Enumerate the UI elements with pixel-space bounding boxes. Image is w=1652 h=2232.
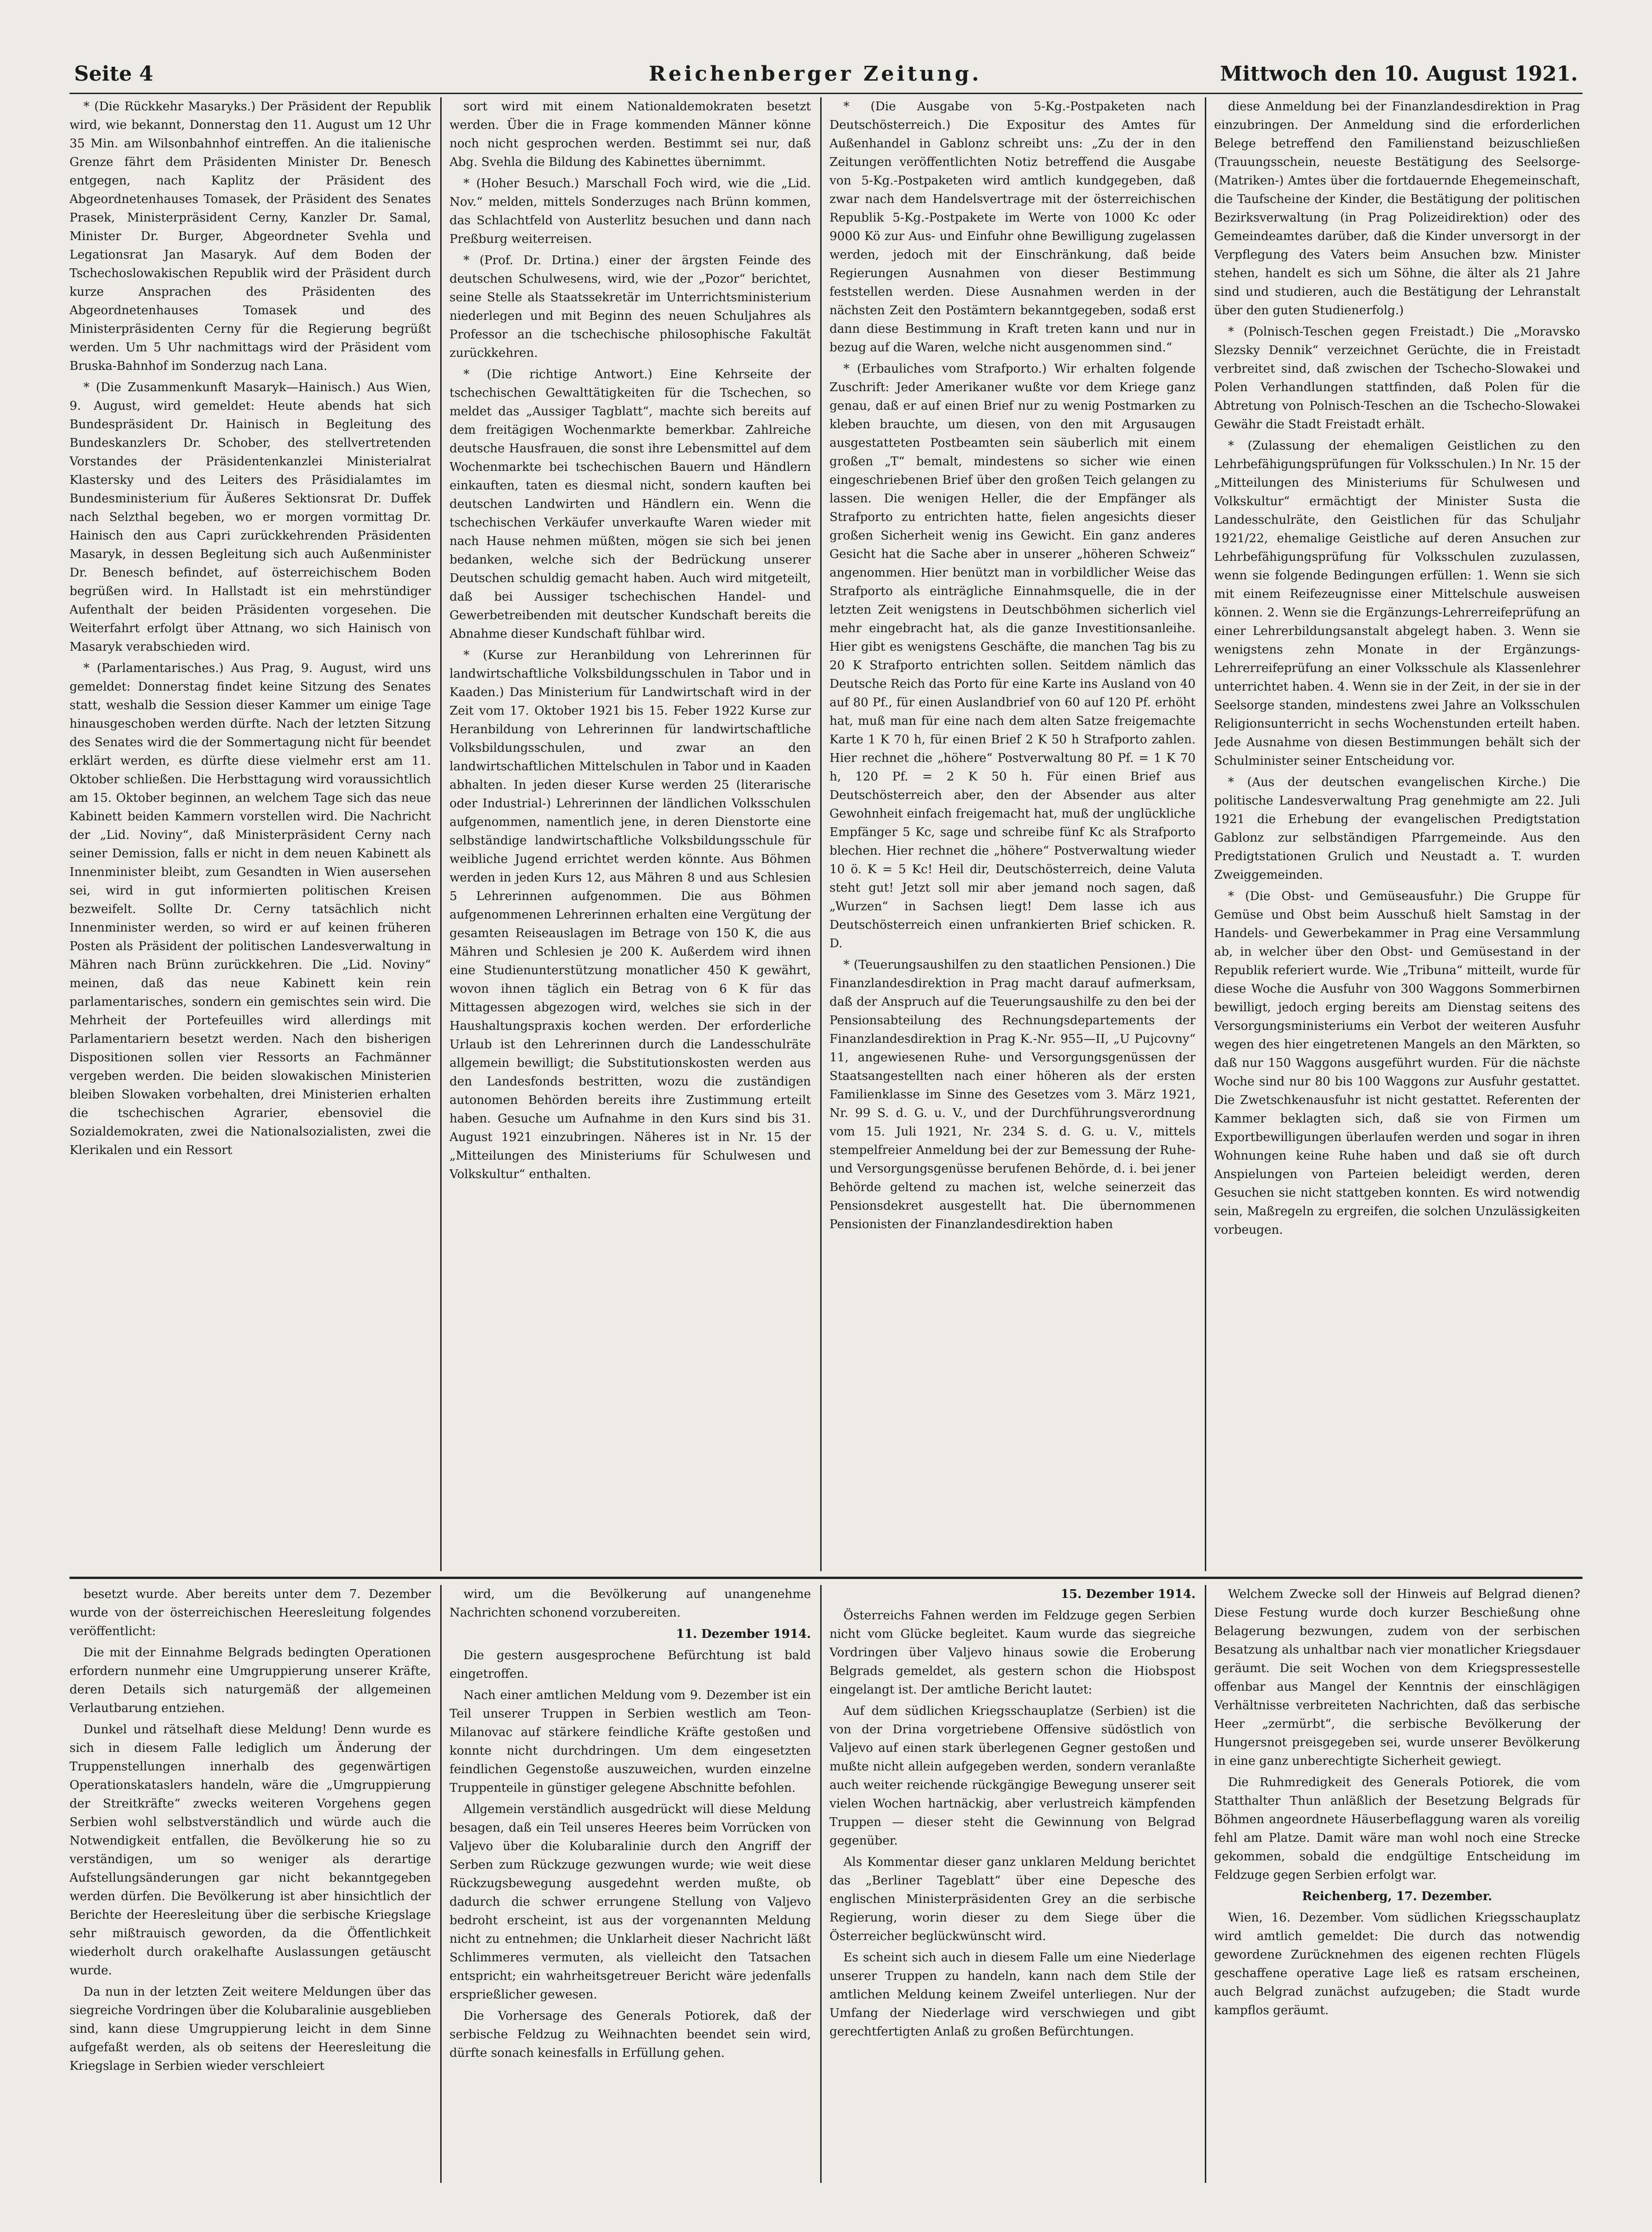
article: * (Teuerungsaushilfen zu den staatlichen Pensionen.) Die Finanzlandesdirektion in Prag macht darauf aufmerksam, daß der Anspruch auf die Teuerungsaushilfe zu den bei der Pensionsabteilung des Rechnungsdepartements der Finanzlandesdirektion in Prag K.-Nr. 955—II, „U Pujcovny“ 11, angewiesenen Ruhe- und Versorgungsgenüssen der Staatsangestellten nach einer höheren als der ersten Familienklasse im Sinne des Gesetzes vom 3. März 1921, Nr. 99 S. d. G. u. V., und der Durchführungsverordnung vom 15. Juli 1921, Nr. 234 S. d. G. u. V., mittels stempelfreier Anmeldung bei der zur Bemessung der Ruhe- und Versorgungsgenüsse berufenen Behörde, d. i. bei jener Behörde geltend zu machen ist, welche seinerzeit das Pensionsdekret ausgestellt hat. Die übernommenen Pensionisten der Finanzlandesdirektion haben xyxy=(829,958,1196,1231)
paragraph: Allgemein verständlich ausgedrückt will diese Meldung besagen, daß ein Teil unseres Heeres beim Vorrücken von Valjevo über die Kolubaralinie durch den Angriff der Serben zum Rückzuge gezwungen wurde; wie weit diese Rückzugsbewegung ausgedehnt werden mußte, ob dadurch die schwer errungene Stellung von Valjevo bedroht erscheint, ist aus der vorgenannten Meldung nicht zu entnehmen; die Unklarheit dieser Nachricht läßt Schlimmeres vermuten, als vielleicht den Tatsachen entspricht; ein wahrheitsgetreuer Bericht wäre jedenfalls ersprießlicher gewesen. xyxy=(449,1802,811,2002)
page-number: Seite 4 xyxy=(74,62,153,86)
bottom-column-1 xyxy=(70,1585,431,2183)
article: * (Die richtige Antwort.) Eine Kehrseite der tschechischen Gewalttätigkeiten für die Tschechen, so meldet das „Aussiger Tagblatt“, machte sich bereits auf dem freitägigen Wochenmarkte bemerkbar. Zahlreiche deutsche Hausfrauen, die sonst ihre Lebensmittel auf dem Wochenmarkte bei tschechischen Bauern und Händlern einkauften, taten es diesmal nicht, sondern kauften bei deutschen Landwirten und Händlern ein. Wenn die tschechischen Verkäufer unverkaufte Waren wieder mit nach Hause nehmen müßten, mögen sie sich bei jenen bedanken, welche sich der Bedrückung unserer Deutschen schuldig gemacht haben. Auch wird mitgeteilt, daß bei Aussiger tschechischen Handel- und Gewerbetreibenden mit deutscher Kundschaft bereits die Abnahme dieser Kundschaft fühlbar wird. xyxy=(449,368,811,641)
paragraph: Welchem Zwecke soll der Hinweis auf Belgrad dienen? Diese Festung wurde doch kurzer Beschießung ohne Belagerung bezwungen, zudem von der serbischen Besatzung als unhaltbar nach vier monatlicher Kriegsdauer geräumt. Die seit Wochen von dem Kriegspressestelle offenbar aus Mangel der Kenntnis der einschlägigen Verhältnisse verbreiteten Nachrichten, daß das serbische Heer „zermürbt“, die serbische Bevölkerung der Hungersnot preisgegeben sei, wurde unserer Bevölkerung in eine ganz unberechtigte Sicherheit gewiegt. xyxy=(1214,1587,1580,1768)
article: sort wird mit einem Nationaldemokraten besetzt werden. Über die in Frage kommenden Männer könne noch nicht gesprochen werden. Bestimmt sei nur, daß Abg. Svehla die Bildung des Kabinettes übernimmt. xyxy=(449,100,811,169)
newspaper-page xyxy=(70,60,1582,2192)
article: * (Hoher Besuch.) Marschall Foch wird, wie die „Lid. Nov.“ melden, mittels Sonderzuges nach Brünn kommen, das Schlachtfeld von Austerlitz besuchen und dann nach Preßburg weiterreisen. xyxy=(449,177,811,246)
paragraph: Die mit der Einnahme Belgrads bedingten Operationen erfordern nunmehr eine Umgruppierung unserer Kräfte, deren Details sich naturgemäß der allgemeinen Verlautbarung entziehen. xyxy=(70,1646,431,1715)
column-rule xyxy=(1205,1585,1206,2183)
article: diese Anmeldung bei der Finanzlandesdirektion in Prag einzubringen. Der Anmeldung sind die erforderlichen Belege betreffend den Familienstand beizuschließen (Trauungsschein, neueste Bestätigung des Seelsorge-(Matriken-) Amtes über die fortdauernde Ehegemeinschaft, die Taufscheine der Kinder, die Bestätigung der politischen Bezirksverwaltung (in Prag Polizeidirektion) oder des Gemeindeamtes darüber, daß die Kinder unversorgt in der Verpflegung des Vaters beim Ansuchen bzw. Minister stehen, handelt es sich um Söhne, die älter als 21 Jahre sind und studieren, auch die Bestätigung der Lehranstalt über den guten Studienerfolg.) xyxy=(1214,100,1580,317)
column-rule xyxy=(440,97,442,1571)
paragraph: besetzt wurde. Aber bereits unter dem 7. Dezember wurde von der österreichischen Heeresleitung folgendes veröffentlicht: xyxy=(70,1587,431,1638)
article: * (Die Rückkehr Masaryks.) Der Präsident der Republik wird, wie bekannt, Donnerstag den 11. August um 12 Uhr 35 Min. am Wilsonbahnhof eintreffen. An die italienische Grenze fährt dem Präsidenten Minister Dr. Benesch entgegen, nach Kaplitz der Präsident des Abgeordnetenhauses Tomasek, der Präsident des Senates Prasek, Ministerpräsident Cerny, Kanzler Dr. Samal, Minister Dr. Burger, Abgeordneter Svehla und Legationsrat Jan Masaryk. Auf dem Boden der Tschechoslowakischen Republik wird der Präsident durch kurze Ansprachen des Präsidenten des Abgeordnetenhauses Tomasek und des Ministerpräsidenten Cerny für die Regierung begrüßt werden. Um 5 Uhr nachmittags wird der Präsident vom Bruska-Bahnhof im Sonderzug nach Lana. xyxy=(70,100,431,373)
paragraph: Die Vorhersage des Generals Potiorek, daß der serbische Feldzug zu Weihnachten beendet sein wird, dürfte sonach keinesfalls in Erfüllung gehen. xyxy=(449,2009,811,2060)
top-column-4 xyxy=(1214,97,1580,1571)
article: * (Die Obst- und Gemüseausfuhr.) Die Gruppe für Gemüse und Obst beim Ausschuß hielt Samstag in der Handels- und Gewerbekammer in Prag eine Versammlung ab, in welcher über den Obst- und Gemüsestand in der Republik referiert wurde. Wie „Tribuna“ mitteilt, wurde für diese Woche die Ausfuhr von 300 Waggons Sommerbirnen bewilligt, jedoch erging bereits am Dienstag seitens des Versorgungsministeriums ein Verbot der weiteren Ausfuhr wegen des hier eingetretenen Mangels an den Märkten, so daß nur 150 Waggons ausgeführt wurden. Für die nächste Woche sind nur 80 bis 100 Waggons zur Ausfuhr gestattet. Die Zwetschkenausfuhr ist nicht gestattet. Referenten der Kammer beklagten sich, daß sie von Firmen um Exportbewilligungen überlaufen werden und sogar in ihren Wohnungen keine Ruhe haben und daß sie oft durch Anspielungen von Parteien beleidigt werden, deren Gesuchen sie nicht stattgeben konnten. Es wird notwendig sein, Maßregeln zu ergreifen, die solchen Unzulässigkeiten vorbeugen. xyxy=(1214,889,1580,1237)
paragraph: Dunkel und rätselhaft diese Meldung! Denn wurde es sich in diesem Falle lediglich um Änderung der Truppenstellungen innerhalb des gegenwärtigen Operationskataslers handeln, wäre die „Umgruppierung der Streitkräfte“ zwecks weiteren Vorgehens gegen Serbien wohl selbstverständlich und würde auch die Notwendigkeit entfallen, die Bevölkerung hie so zu verständigen, um so weniger als derartige Aufstellungsänderungen gar nicht bekanntgegeben werden dürfen. Die Bevölkerung ist aber hinsichtlich der Berichte der Heeresleitung über die serbische Kriegslage sehr mißtrauisch geworden, da die Öffentlichkeit wiederholt durch orakelhafte Auslassungen getäuscht wurde. xyxy=(70,1723,431,1978)
paragraph: Nach einer amtlichen Meldung vom 9. Dezember ist ein Teil unserer Truppen in Serbien westlich am Teon-Milanovac auf stärkere feindliche Kräfte gestoßen und konnte nicht durchdringen. Um dem eingesetzten feindlichen Gegenstoße auszuweichen, wurden einzelne Truppenteile in günstiger gelegene Abschnitte befohlen. xyxy=(449,1688,811,1795)
column-rule xyxy=(820,1585,822,2183)
column-rule xyxy=(440,1585,442,2183)
dateline: Reichenberg, 17. Dezember. xyxy=(1302,1890,1493,1903)
article: * (Parlamentarisches.) Aus Prag, 9. August, wird uns gemeldet: Donnerstag findet keine Sitzung des Senates statt, weshalb die Session dieser Kammer um einige Tage hinausgeschoben werden dürfte. Nach der letzten Sitzung des Senates wird die der Sommertagung nicht für beendet erklärt werden, es dürfte diese vielmehr erst am 11. Oktober schließen. Die Herbsttagung wird voraussichtlich am 15. Oktober beginnen, an welchem Tage sich das neue Kabinett beiden Kammern vorstellen wird. Die Nachricht der „Lid. Noviny“, daß Ministerpräsident Cerny nach seiner Demission, falls er nicht in dem neuen Kabinett als Innenminister bleibt, zum Gesandten in Wien ausersehen sei, wird in gut informierten politischen Kreisen bezweifelt. Sollte Dr. Cerny tatsächlich nicht Innenminister werden, so wird er auf keinen früheren Posten als Präsident der politischen Landesverwaltung in Mähren nach Brünn zurückkehren. Die „Lid. Noviny“ meinen, daß das neue Kabinett kein rein parlamentarisches, sondern ein gemischtes sein wird. Die Mehrheit der Portefeuilles wird allerdings mit Parlamentariern besetzt werden. Nach den bisherigen Dispositionen sollen vier Ressorts an Fachmänner vergeben werden. Die beiden slowakischen Ministerien bleiben Slowaken vorbehalten, drei Ministerien erhalten die tschechischen Agrarier, ebensoviel die Sozialdemokraten, zwei die Nationalsozialisten, zwei die Klerikalen und ein Ressort xyxy=(70,661,431,1157)
paragraph: Als Kommentar dieser ganz unklaren Meldung berichtet das „Berliner Tageblatt“ über eine Depesche des englischen Ministerpräsidenten Grey an die serbische Regierung, worin dieser zu dem Siege über die Österreicher beglückwünscht wird. xyxy=(829,1855,1196,1943)
paragraph: Die gestern ausgesprochene Befürchtung ist bald eingetroffen. xyxy=(449,1649,811,1681)
article: * (Erbauliches vom Strafporto.) Wir erhalten folgende Zuschrift: Jeder Amerikaner wußte vor dem Kriege ganz genau, daß er auf einen Brief nur zu wenig Postmarken zu kleben brauchte, um diesen, von den mit Argusaugen ausgestatteten Postbeamten sein säuberlich mit einem großen „T“ bemalt, mindestens so sicher wie einen eingeschriebenen Brief über den großen Teich gelangen zu lassen. Die wenigen Heller, die der Empfänger als Strafporto zu entrichten hatte, fielen angesichts dieser großen Sicherheit wenig ins Gewicht. Ein ganz anderes Gesicht hat die Sache aber in unserer „höheren Schweiz“ angenommen. Hier benützt man in vorbildlicher Weise das Strafporto als einträgliche Einnahmsquelle, die in der letzten Zeit wenigstens in Deutschböhmen sicherlich viel mehr eingebracht hat, als die ganze Investitionsanleihe. Hier gibt es wenigstens Geschäfte, die manchen Tag bis zu 20 K Strafporto entrichten sollen. Seitdem nämlich das Deutsche Reich das Porto für eine Karte ins Ausland von 40 auf 80 Pf., für einen Auslandbrief von 60 auf 120 Pf. erhöht hat, muß man für eine nach dem alten Satze freigemachte Karte 1 K 70 h, für einen Brief 2 K 50 h Strafporto zahlen. Hier rechnet die „höhere“ Postverwaltung 80 Pf. = 1 K 70 h, 120 Pf. = 2 K 50 h. Für einen Brief aus Deutschösterreich aber, den der Absender aus alter Gewohnheit einfach freigemacht hat, muß der unglückliche Empfänger 5 Kc, sage und schreibe fünf Kc als Strafporto blechen. Hier rechnet die „höhere“ Postverwaltung wieder 10 ö. K = 5 Kc! Heil dir, Deutschösterreich, deine Valuta steht gut! Jetzt soll mir aber jemand noch sagen, daß „Wurzen“ in Sachsen liegt! Dem lasse ich aus Deutschösterreich einen unfrankierten Brief schicken. R. D. xyxy=(829,362,1196,951)
page-header xyxy=(70,60,1582,94)
paragraph: Es scheint sich auch in diesem Falle um eine Niederlage unserer Truppen zu handeln, kann nach dem Stile der amtlichen Meldung keinem Zweifel unterliegen. Nur der Umfang der Niederlage wird verschwiegen und gibt gerechtfertigten Anlaß zu großen Befürchtungen. xyxy=(829,1951,1196,2039)
paragraph: Österreichs Fahnen werden im Feldzuge gegen Serbien nicht vom Glücke begleitet. Kaum wurde das siegreiche Vordringen über Valjevo hinaus sowie die Eroberung Belgrads gemeldet, als gestern schon die Hiobspost eingelangt ist. Der amtliche Bericht lautet: xyxy=(829,1609,1196,1697)
top-column-2 xyxy=(449,97,811,1571)
article: * (Aus der deutschen evangelischen Kirche.) Die politische Landesverwaltung Prag genehmigte am 22. Juli 1921 die Erhebung der evangelischen Predigtstation Gablonz zur selbständigen Pfarrgemeinde. Aus den Predigtstationen Grulich und Neustadt a. T. wurden Zweiggemeinden. xyxy=(1214,775,1580,882)
bottom-column-3 xyxy=(829,1585,1196,2183)
paragraph: Da nun in der letzten Zeit weitere Meldungen über das siegreiche Vordringen über die Kolubaralinie ausgeblieben sind, kann diese Umgruppierung leicht in dem Sinne aufgefaßt werden, als ob seitens der Heeresleitung die Kriegslage in Serbien wieder verschleiert xyxy=(70,1985,431,2073)
paragraph: Die Ruhmredigkeit des Generals Potiorek, die vom Statthalter Thun anläßlich der Besetzung Belgrads für Böhmen angeordnete Häuserbeflaggung waren als voreilig fehl am Platze. Damit wäre man wohl noch eine Strecke gekommen, sobald die endgültige Entscheidung im Feldzuge gegen Serbien erfolgt war. xyxy=(1214,1775,1580,1882)
article: * (Kurse zur Heranbildung von Lehrerinnen für landwirtschaftliche Volksbildungsschulen in Tabor und in Kaaden.) Das Ministerium für Landwirtschaft wird in der Zeit vom 17. Oktober 1921 bis 15. Feber 1922 Kurse zur Heranbildung von Lehrerinnen für landwirtschaftliche Volksbildungsschulen, und zwar an den landwirtschaftlichen Mittelschulen in Tabor und in Kaaden abhalten. In jeden dieser Kurse werden 25 (literarische oder Industrial-) Lehrerinnen der ländlichen Volksschulen aufgenommen, namentlich jene, in deren Dienstorte eine selbständige landwirtschaftliche Volksbildungsschule für weibliche Jugend errichtet werden könnte. Aus Böhmen werden in jeden Kurs 12, aus Mähren 8 und aus Schlesien 5 Lehrerinnen aufgenommen. Die aus Böhmen aufgenommenen Lehrerinnen erhalten eine Vergütung der gesamten Reiseauslagen im Betrage von 150 K, die aus Mähren und Schlesien je 200 K. Außerdem wird ihnen eine Studienunterstützung monatlicher 450 K gewährt, wovon ihnen täglich ein Betrag von 6 K für das Mittagessen abgezogen wird, welches sie sich in der Haushaltungspraxis kochen werden. Der erforderliche Urlaub ist den Lehrerinnen durch die Landesschulräte allgemein bewilligt; die Substitutionskosten werden aus den Landesfonds bestritten, wozu die zuständigen autonomen Behörden bereits ihre Zustimmung erteilt haben. Gesuche um Aufnahme in den Kurs sind bis 31. August 1921 einzubringen. Näheres ist in Nr. 15 der „Mitteilungen des Ministeriums für Schulwesen und Volkskultur“ enthalten. xyxy=(449,648,811,1181)
paragraph: Auf dem südlichen Kriegsschauplatze (Serbien) ist die von der Drina vorgetriebene Offensive südöstlich von Valjevo auf einen stark überlegenen Gegner gestoßen und mußte nicht allein aufgegeben werden, sondern veranlaßte auch weiter reichende rückgängige Bewegung unserer seit vielen Wochen hartnäckig, aber verlustreich kämpfenden Truppen — dieser steht die Gewinnung von Belgrad gegenüber. xyxy=(829,1704,1196,1848)
column-rule xyxy=(820,97,822,1571)
paragraph: wird, um die Bevölkerung auf unangenehme Nachrichten schonend vorzubereiten. xyxy=(449,1587,811,1620)
dateline: 11. Dezember 1914. xyxy=(676,1627,811,1641)
newspaper-title: Reichenberger Zeitung. xyxy=(649,62,982,86)
column-rule xyxy=(1205,97,1206,1571)
section-divider xyxy=(70,1577,1582,1579)
dateline: 15. Dezember 1914. xyxy=(1060,1587,1196,1601)
paragraph: Wien, 16. Dezember. Vom südlichen Kriegsschauplatz wird amtlich gemeldet: Die durch das notwendig gewordene Zurücknehmen des eigenen rechten Flügels geschaffene operative Lage ließ es ratsam erscheinen, auch Belgrad zunächst aufzugeben; die Stadt wurde kampflos geräumt. xyxy=(1214,1911,1580,2017)
bottom-column-4 xyxy=(1214,1585,1580,2183)
article: * (Zulassung der ehemaligen Geistlichen zu den Lehrbefähigungsprüfungen für Volksschulen.) In Nr. 15 der „Mitteilungen des Ministeriums für Schulwesen und Volkskultur“ ermächtigt der Minister Susta die Landesschulräte, den Geistlichen für das Schuljahr 1921/22, ehemalige Geistliche auf deren Ansuchen zur Lehrbefähigungsprüfung für Volksschulen zuzulassen, wenn sie folgende Bedingungen erfüllen: 1. Wenn sie sich mit einem Reifezeugnisse einer Mittelschule ausweisen können. 2. Wenn sie die Ergänzungs-Lehrerreifeprüfung an einer Lehrerbildungsanstalt abgelegt haben. 3. Wenn sie wenigstens zehn Monate in der Ergänzungs-Lehrerreifeprüfung an einer Volksschule als Klassenlehrer unterrichtet haben. 4. Wenn sie in der Zeit, in der sie in der Seelsorge standen, mindestens zwei Jahre an Volksschulen Religionsunterricht in sechs Wochenstunden erteilt haben. Jede Ausnahme von diesen Bestimmungen behält sich der Schulminister seiner Entscheidung vor. xyxy=(1214,439,1580,768)
article: * (Polnisch-Teschen gegen Freistadt.) Die „Moravsko Slezsky Dennik“ verzeichnet Gerüchte, die in Freistadt verbreitet sind, daß zwischen der Tschecho-Slowakei und Polen Verhandlungen stattfinden, daß Polen für die Abtretung von Polnisch-Teschen an die Tschecho-Slowakei Gewähr die Stadt Freistadt erhält. xyxy=(1214,325,1580,431)
article: * (Die Zusammenkunft Masaryk—Hainisch.) Aus Wien, 9. August, wird gemeldet: Heute abends hat sich Bundespräsident Dr. Hainisch in Begleitung des Bundeskanzlers Dr. Schober, des stellvertretenden Vorstandes der Präsidentenkanzlei Ministerialrat Klastersky und des Leiters des Präsidialamtes im Bundesministerium für Äußeres Sektionsrat Dr. Duffek nach Selzthal begeben, wo er morgen vormittag Dr. Hainisch den aus Capri zurückkehrenden Präsidenten Masaryk, in dessen Begleitung sich auch Außenminister Dr. Benesch befindet, auf österreichischem Boden begrüßen wird. In Hallstadt ist ein mehrstündiger Aufenthalt der beiden Präsidenten vorgesehen. Die Weiterfahrt erfolgt über Attnang, wo sich Hainisch von Masaryk verabschieden wird. xyxy=(70,380,431,654)
article: * (Prof. Dr. Drtina.) einer der ärgsten Feinde des deutschen Schulwesens, wird, wie der „Pozor“ berichtet, seine Stelle als Staatssekretär im Unterrichtsministerium niederlegen und mit Beginn des neuen Schuljahres als Professor an die tschechische philosophische Fakultät zurückkehren. xyxy=(449,254,811,360)
top-column-1 xyxy=(70,97,431,1571)
bottom-column-2 xyxy=(449,1585,811,2183)
article: * (Die Ausgabe von 5-Kg.-Postpaketen nach Deutschösterreich.) Die Expositur des Amtes für Außenhandel in Gablonz schreibt uns: „Zu der in den Zeitungen veröffentlichten Notiz betreffend die Ausgabe von 5-Kg.-Postpaketen wird amtlich kundgegeben, daß zwar nach dem Handelsvertrage mit der österreichischen Republik 5-Kg.-Postpakete im Werte von 1000 Kc oder 9000 Kö zur Aus- und Einfuhr ohne Bewilligung zugelassen werden, jedoch mit der Einschränkung, daß beide Regierungen Ausnahmen von dieser Bestimmung feststellen werden. Diese Ausnahmen werden in der nächsten Zeit den Postämtern bekanntgegeben, sodaß erst dann diese Bestimmung in Kraft treten kann und nur in bezug auf die Waren, welche nicht ausgenommen sind.“ xyxy=(829,100,1196,355)
issue-date: Mittwoch den 10. August 1921. xyxy=(1220,62,1578,86)
top-column-3 xyxy=(829,97,1196,1571)
